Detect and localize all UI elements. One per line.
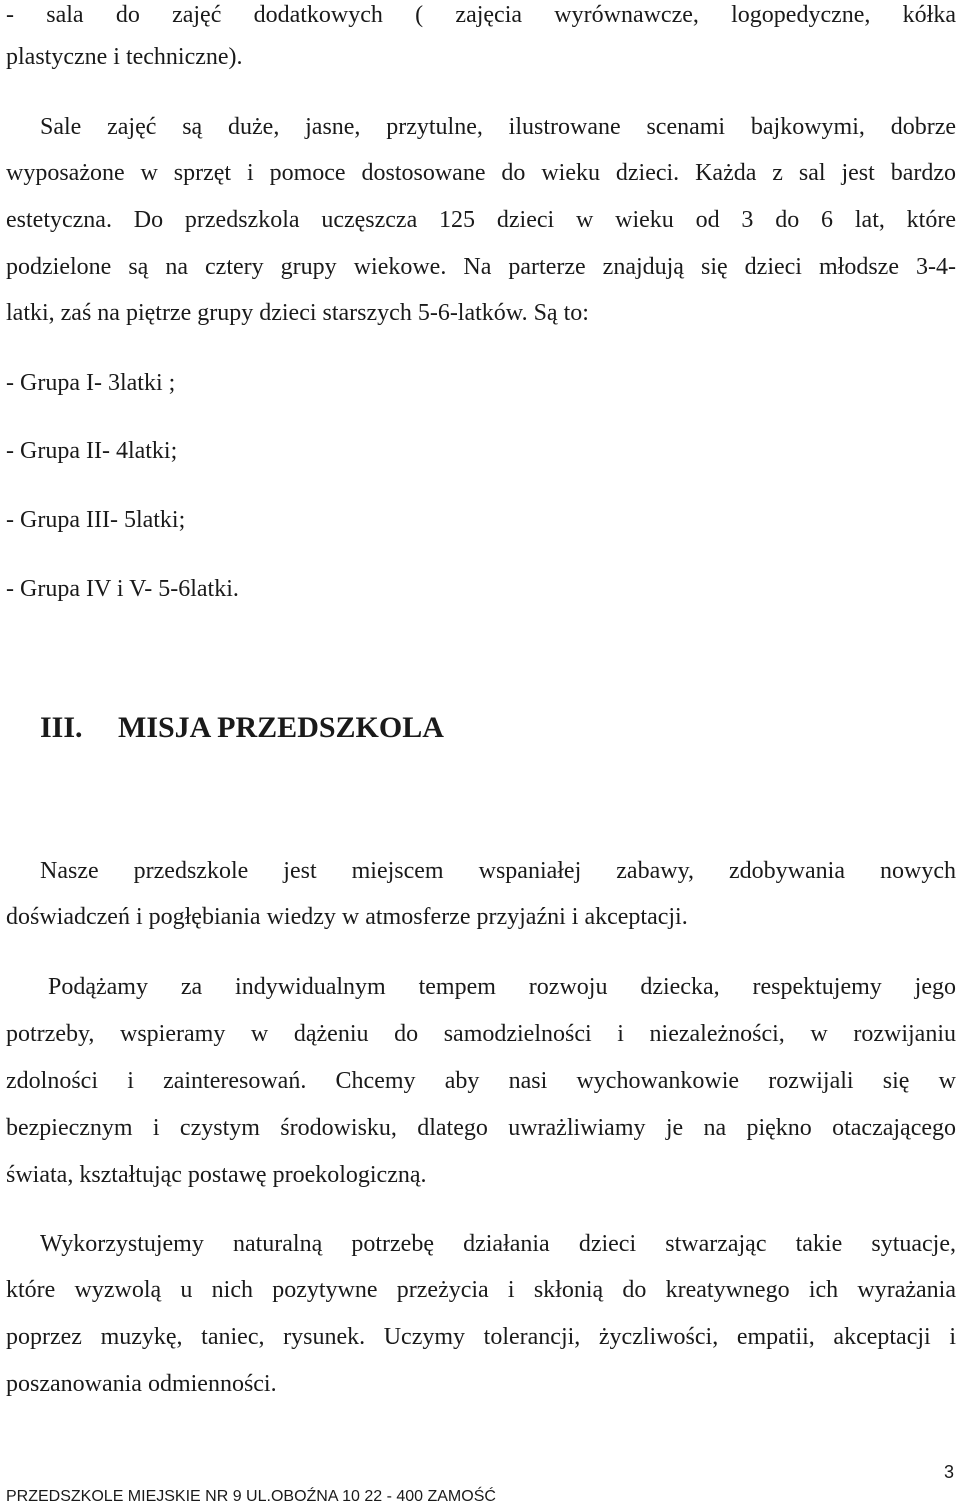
section-title: MISJA PRZEDSZKOLA [118, 711, 444, 744]
group-list-item: - Grupa I- 3latki ; [6, 370, 176, 396]
text-line: wyposażone w sprzęt i pomoce dostosowane do wieku dzieci. Każda z sal jest bardzo [6, 160, 956, 186]
text-line: plastyczne i techniczne). [6, 44, 243, 70]
text-line: Nasze przedszkole jest miejscem wspaniałej zabawy, zdobywania nowych [40, 858, 956, 884]
text-line: podzielone są na cztery grupy wiekowe. Na parterze znajdują się dzieci młodsze 3-4- [6, 254, 956, 280]
page-number: 3 [943, 1462, 954, 1482]
text-line: poprzez muzykę, taniec, rysunek. Uczymy tolerancji, życzliwości, empatii, akceptacji i [6, 1324, 956, 1350]
text-line: zdolności i zainteresowań. Chcemy aby nasi wychowankowie rozwijali się w [6, 1068, 956, 1094]
text-line: Podążamy za indywidualnym tempem rozwoju dziecka, respektujemy jego [48, 974, 956, 1000]
group-list-item: - Grupa II- 4latki; [6, 438, 178, 464]
group-list-item: - Grupa IV i V- 5-6latki. [6, 576, 239, 602]
page-footer: PRZEDSZKOLE MIEJSKIE NR 9 UL.OBOŹNA 10 22 - 400 ZAMOŚĆ [6, 1488, 496, 1505]
text-line: bezpiecznym i czystym środowisku, dlatego uwrażliwiamy je na piękno otaczającego [6, 1115, 956, 1141]
group-list-item: - Grupa III- 5latki; [6, 507, 186, 533]
text-line: estetyczna. Do przedszkola uczęszcza 125 dzieci w wieku od 3 do 6 lat, które [6, 207, 956, 233]
text-line: potrzeby, wspieramy w dążeniu do samodzielności i niezależności, w rozwijaniu [6, 1021, 956, 1047]
section-number: III. [40, 711, 83, 744]
section-heading [40, 710, 444, 746]
text-line: latki, zaś na piętrze grupy dzieci starszych 5-6-latków. Są to: [6, 300, 589, 326]
text-line: Sale zajęć są duże, jasne, przytulne, ilustrowane scenami bajkowymi, dobrze [40, 114, 956, 140]
text-line: świata, kształtując postawę proekologiczną. [6, 1162, 427, 1188]
text-line: doświadczeń i pogłębiania wiedzy w atmosferze przyjaźni i akceptacji. [6, 904, 688, 930]
text-line: poszanowania odmienności. [6, 1371, 277, 1397]
text-line: Wykorzystujemy naturalną potrzebę działania dzieci stwarzając takie sytuacje, [40, 1231, 956, 1257]
text-line: które wyzwolą u nich pozytywne przeżycia i skłonią do kreatywnego ich wyrażania [6, 1277, 956, 1303]
text-line: - sala do zajęć dodatkowych ( zajęcia wyrównawcze, logopedyczne, kółka [6, 2, 956, 28]
